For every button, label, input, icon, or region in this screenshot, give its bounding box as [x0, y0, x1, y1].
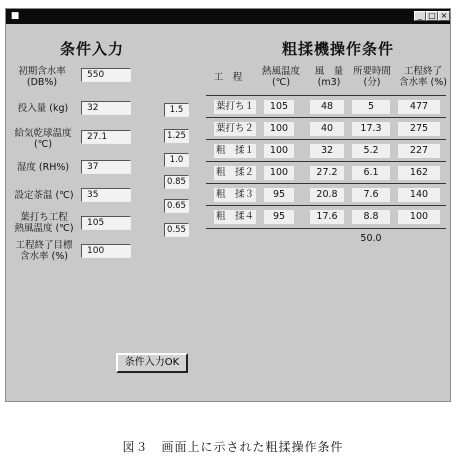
field-label-initial-moisture: 初期含水率 (DB%) [18, 66, 66, 88]
air-volume-value: 32 [310, 144, 344, 158]
field-label-set-tea-temp: 設定茶温 (℃) [14, 190, 74, 201]
close-button[interactable]: × [438, 11, 450, 21]
condition-input-ok-button[interactable]: 条件入力OK [116, 353, 188, 373]
air-volume-value: 20.8 [310, 188, 344, 202]
title-bar[interactable] [6, 9, 450, 24]
field-label-target-moisture: 工程終了目標 含水率 (%) [15, 240, 73, 262]
required-time-value: 5 [352, 100, 390, 114]
column-header-end-moisture: 工程終了 含水率 (%) [399, 66, 447, 88]
air-volume-value: 48 [310, 100, 344, 114]
air-volume-value: 17.6 [310, 210, 344, 224]
app-window [5, 8, 451, 402]
coefficient-field[interactable]: 0.65 [164, 199, 189, 213]
table-row [206, 205, 446, 229]
process-name: 葉打ち１ [215, 101, 254, 112]
table-row [206, 183, 446, 206]
field-label-input-amount: 投入量 (kg) [17, 103, 69, 114]
required-time-value: 7.6 [352, 188, 390, 202]
end-moisture-value: 477 [398, 100, 440, 114]
hot-air-temp-input[interactable]: 105 [81, 216, 131, 230]
hot-air-temp-value: 100 [264, 144, 294, 158]
coefficient-field[interactable]: 1.5 [164, 103, 189, 117]
column-header-air-volume: 風 量 (m3) [314, 66, 344, 88]
hot-air-temp-value: 95 [264, 210, 294, 224]
column-header-process: 工 程 [213, 72, 243, 83]
process-name: 粗 揉４ [215, 211, 254, 222]
required-time-value: 17.3 [352, 122, 390, 136]
maximize-button[interactable]: □ [426, 11, 438, 21]
table-row [206, 117, 446, 140]
input-amount-input[interactable]: 32 [81, 101, 131, 115]
air-volume-value: 27.2 [310, 166, 344, 180]
condition-input-heading: 条件入力 [60, 40, 125, 58]
operation-conditions-heading: 粗揉機操作条件 [282, 40, 395, 58]
coefficient-field[interactable]: 0.55 [164, 223, 189, 237]
required-time-value: 6.1 [352, 166, 390, 180]
humidity-input[interactable]: 37 [81, 160, 131, 174]
coefficient-field[interactable]: 1.25 [164, 129, 189, 143]
field-label-supply-temp: 給気乾球温度 (℃) [14, 128, 72, 150]
end-moisture-value: 227 [398, 144, 440, 158]
air-volume-value: 40 [310, 122, 344, 136]
client-area [6, 24, 450, 401]
end-moisture-value: 275 [398, 122, 440, 136]
required-time-value: 8.8 [352, 210, 390, 224]
set-tea-temp-input[interactable]: 35 [81, 188, 131, 202]
end-moisture-value: 100 [398, 210, 440, 224]
end-moisture-value: 162 [398, 166, 440, 180]
table-row [206, 139, 446, 162]
column-header-required-time: 所要時間 (分) [352, 66, 391, 88]
field-label-hot-air-temp: 葉打ち工程 熱風温度 (℃) [14, 212, 74, 234]
target-moisture-input[interactable]: 100 [81, 244, 131, 258]
initial-moisture-input[interactable]: 550 [81, 68, 131, 82]
hot-air-temp-value: 100 [264, 122, 294, 136]
field-label-humidity: 湿度 (RH%) [16, 162, 70, 173]
hot-air-temp-value: 100 [264, 166, 294, 180]
hot-air-temp-value: 95 [264, 188, 294, 202]
required-time-value: 5.2 [352, 144, 390, 158]
process-name: 粗 揉１ [215, 145, 254, 156]
minimize-button[interactable]: _ [414, 11, 426, 21]
table-row [206, 95, 446, 118]
supply-temp-input[interactable]: 27.1 [81, 130, 131, 144]
system-menu-icon[interactable]: ■ [10, 11, 20, 21]
process-name: 葉打ち２ [215, 123, 254, 134]
end-moisture-value: 140 [398, 188, 440, 202]
figure-caption: 図３ 画面上に示された粗揉操作条件 [122, 440, 344, 454]
process-name: 粗 揉３ [215, 189, 254, 200]
hot-air-temp-value: 105 [264, 100, 294, 114]
coefficient-field[interactable]: 1.0 [164, 153, 189, 167]
column-header-hot-air-temp: 熱風温度 (℃) [261, 66, 300, 88]
total-time-value: 50.0 [360, 233, 382, 244]
table-row [206, 161, 446, 184]
process-name: 粗 揉２ [215, 167, 254, 178]
coefficient-field[interactable]: 0.85 [164, 175, 189, 189]
